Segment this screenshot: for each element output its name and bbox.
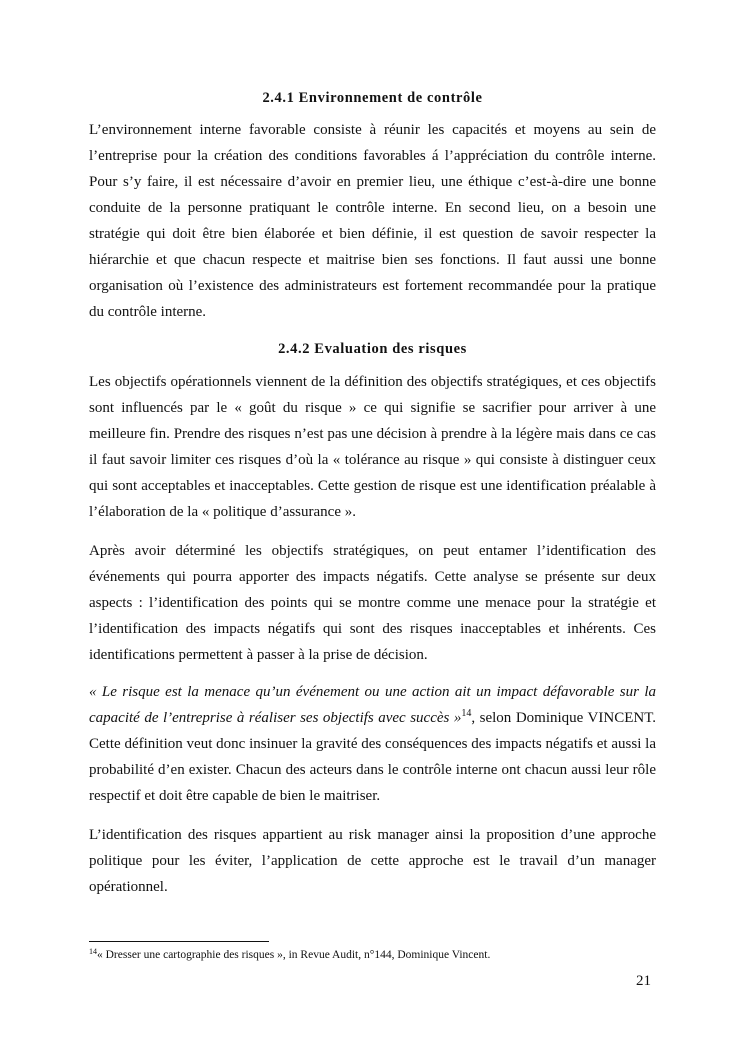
text-line: identifications permettent à passer à la prise de décision. [89, 647, 428, 663]
footnote-text: « Dresser une cartographie des risques », in Revue Audit, n°144, Dominique Vincent. [97, 949, 491, 961]
text-line: événements qui pourra apporter des impacts négatifs. Cette analyse se présente sur deux [89, 569, 656, 585]
text-line: probabilité d’en exister. Chacun des acteurs dans le contrôle interne ont chacun aussi leur rôle [89, 762, 656, 778]
page-number: 21 [636, 973, 651, 989]
paragraph [89, 117, 656, 325]
text-line: stratégie qui doit être bien élaborée et bien définie, il est question de savoir respecter la [89, 226, 656, 242]
text-line: l’élaboration de la « politique d’assurance ». [89, 504, 356, 520]
text-line: l’identification des impacts négatifs qui sont des risques inacceptables et inhérents. Ces [89, 621, 656, 637]
text-line: Cette définition veut donc insinuer la gravité des conséquences des impacts négatifs et aussi la [89, 736, 656, 752]
section-heading: 2.4.1 Environnement de contrôle [262, 90, 483, 106]
text-line: qui sont acceptables et inacceptables. Cette gestion de risque est une identification préalable à [89, 478, 656, 494]
footnote-reference[interactable]: 14 [461, 708, 472, 719]
text-line: Les objectifs opérationnels viennent de la définition des objectifs stratégiques, et ces objectifs [89, 374, 656, 390]
paragraph [89, 822, 656, 900]
text-line: opérationnel. [89, 879, 168, 895]
footnote [89, 949, 490, 961]
text-line: sont influencés par le « goût du risque » ce qui signifie se sacrifier pour arriver à une [89, 400, 656, 416]
text-line: il faut savoir limiter ces risques d’où la « tolérance au risque » qui consiste à distinguer ceux [89, 452, 656, 468]
quote-line: « Le risque est la menace qu’un événement ou une action ait un impact défavorable sur la [89, 684, 656, 700]
text-line: du contrôle interne. [89, 304, 207, 320]
paragraph [89, 538, 656, 668]
text-line: l’entreprise pour la création des conditions favorables á l’appréciation du contrôle interne. [89, 148, 656, 164]
text-line: L’environnement interne favorable consiste à réunir les capacités et moyens au sein de [89, 122, 656, 138]
paragraph [89, 369, 656, 525]
quote-line [89, 705, 656, 731]
footnote-number: 14 [89, 947, 97, 956]
text-line: organisation où l’existence des administrateurs est fortement recommandée pour la pratique [89, 278, 656, 294]
text-line: politique pour les éviter, l’application de cette approche est le travail d’un manager [89, 853, 656, 869]
footnote-separator [89, 941, 269, 942]
text-line: respectif et doit être capable de bien le maitriser. [89, 788, 381, 804]
quote-text: capacité de l’entreprise à réaliser ses objectifs avec succès » [89, 710, 462, 726]
text-line: hiérarchie et que chacun respecte et maitrise bien ses fonctions. Il faut aussi une bonne [89, 252, 656, 268]
section-heading: 2.4.2 Evaluation des risques [278, 341, 467, 357]
text-line: meilleure fin. Prendre des risques n’est pas une décision à prendre à la légère mais dans ce cas [89, 426, 656, 442]
quote-paragraph [89, 679, 656, 809]
attribution: , selon Dominique VINCENT. [471, 710, 657, 726]
text-line: Pour s’y faire, il est nécessaire d’avoir en premier lieu, une éthique c’est-à-dire une bonne [89, 174, 656, 190]
text-line: aspects : l’identification des points qui se montre comme une menace pour la stratégie et [89, 595, 656, 611]
text-line: conduite de la personne pratiquant le contrôle interne. En second lieu, on a besoin une [89, 200, 656, 216]
text-line: L’identification des risques appartient au risk manager ainsi la proposition d’une approche [89, 827, 656, 843]
text-line: Après avoir déterminé les objectifs stratégiques, on peut entamer l’identification des [89, 543, 656, 559]
